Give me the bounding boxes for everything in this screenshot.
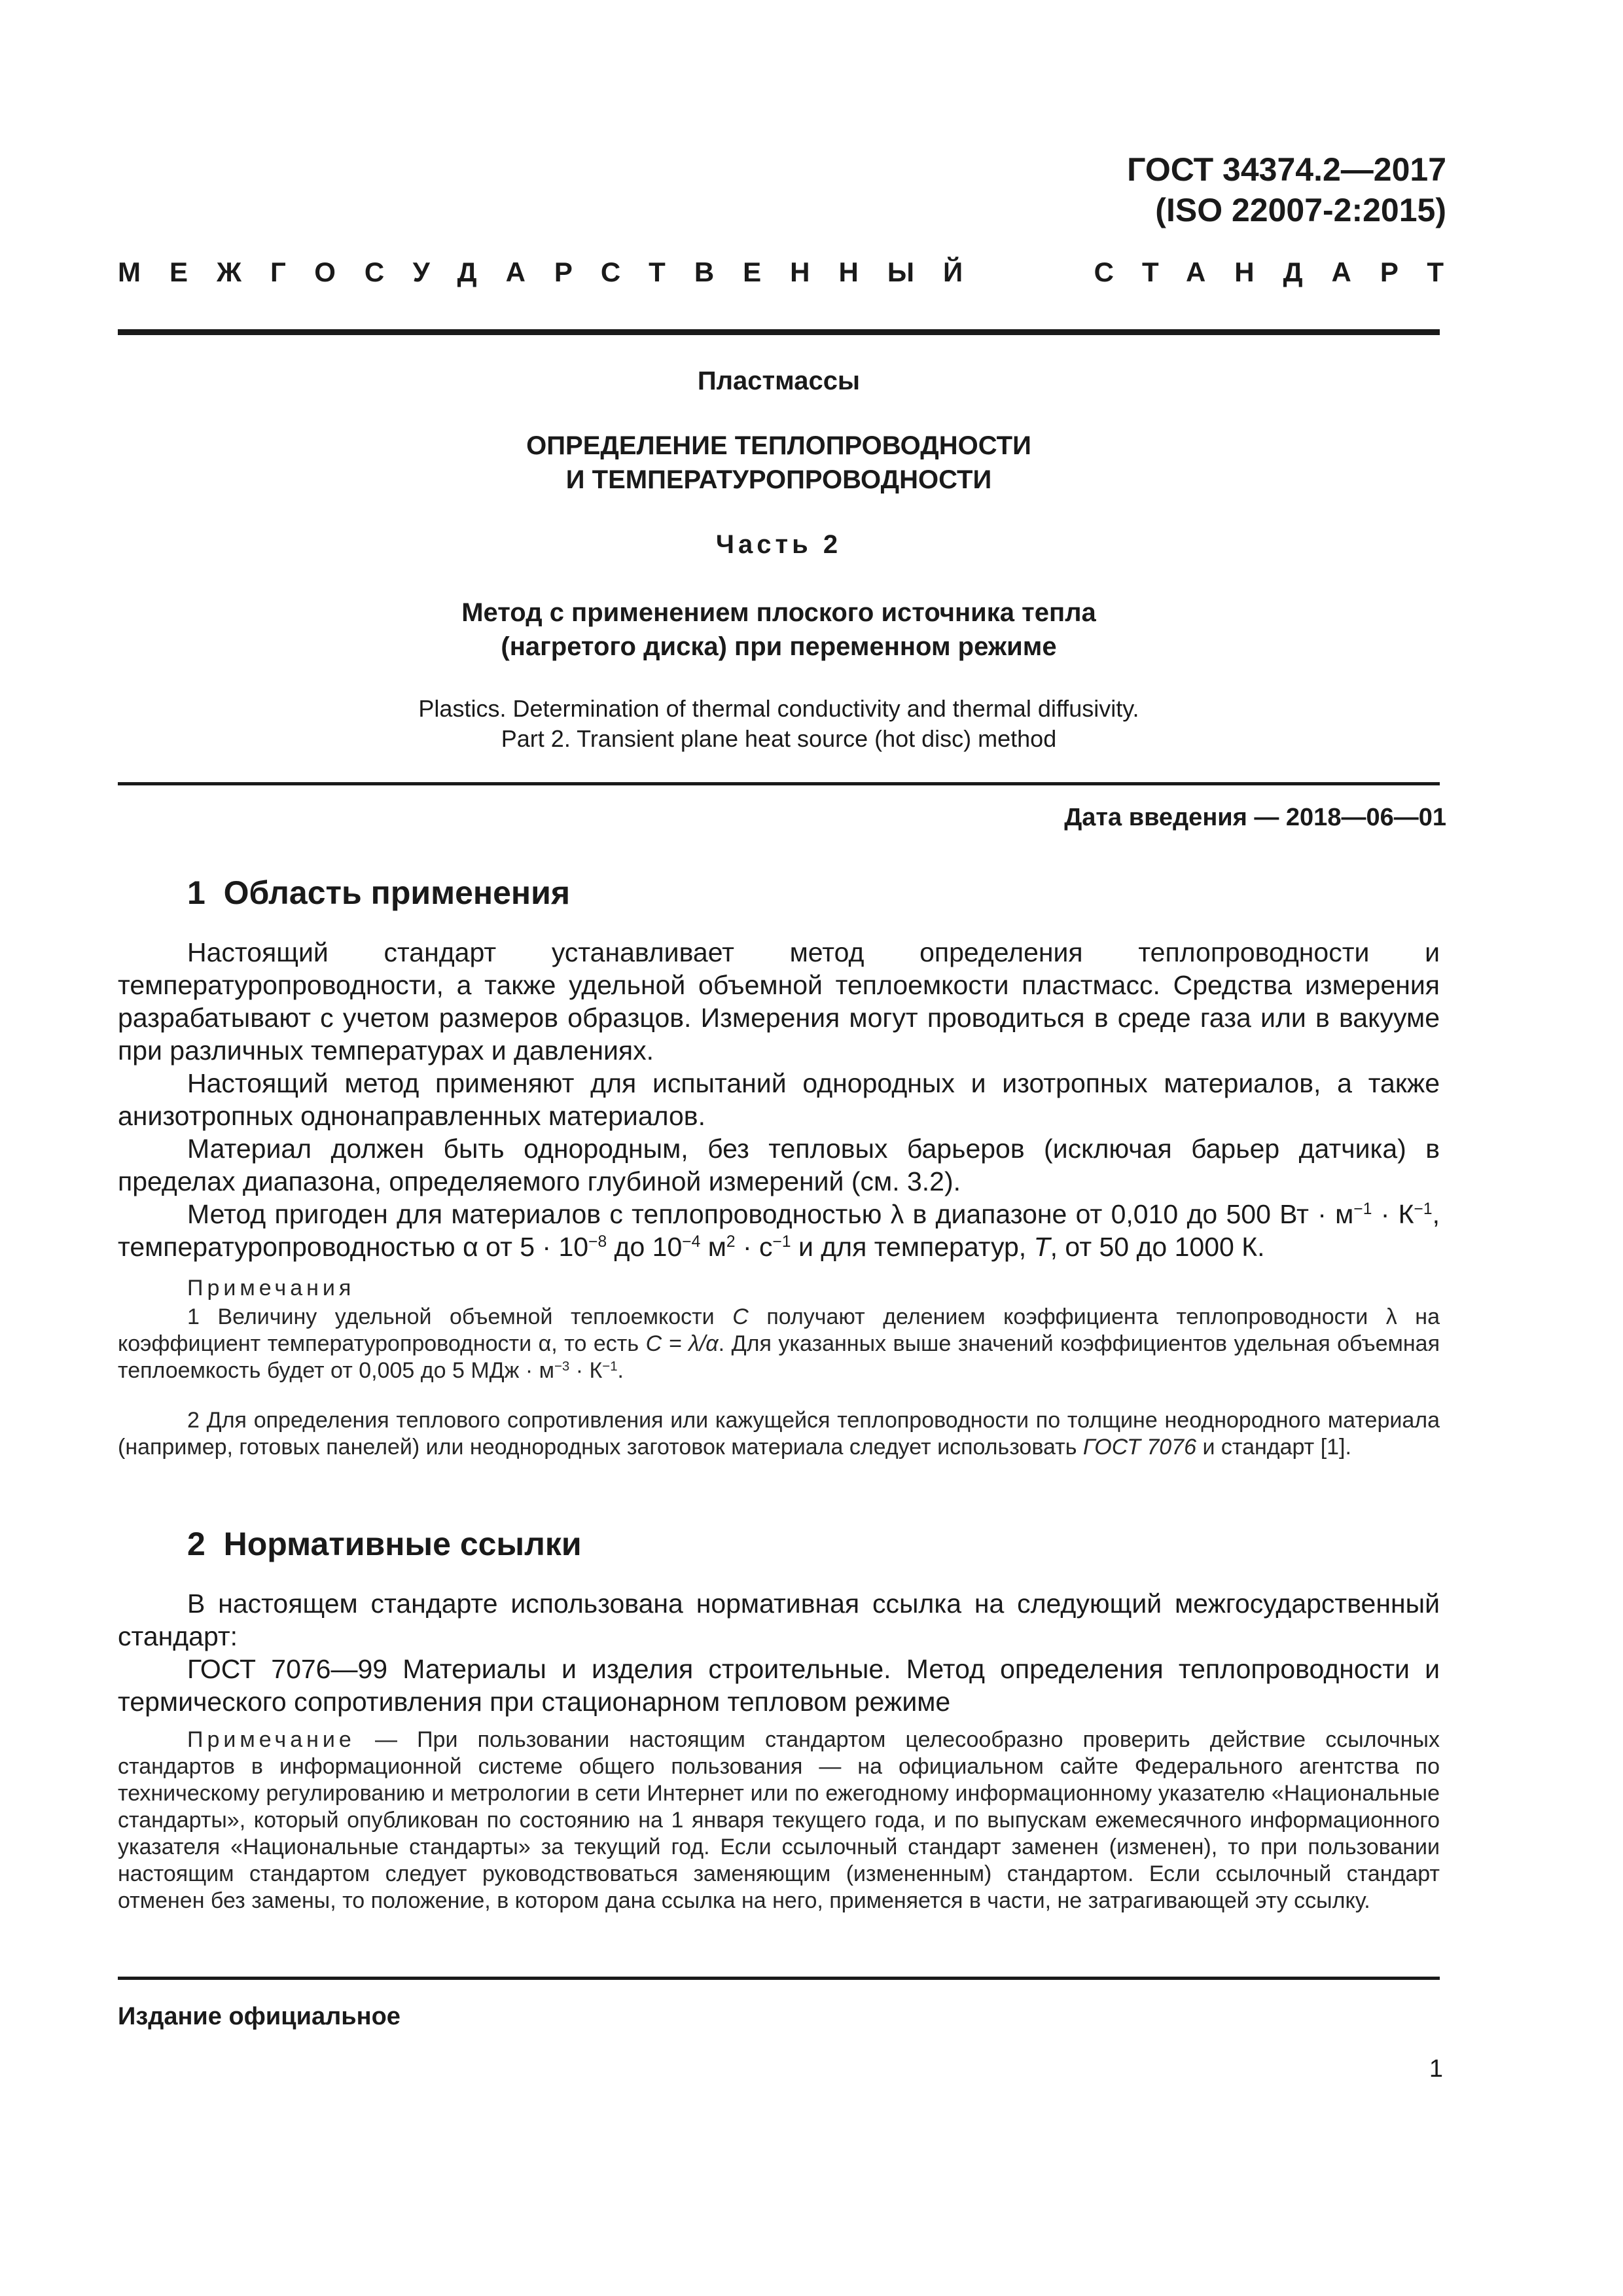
notes-label: Примечания bbox=[187, 1276, 355, 1300]
introduction-date: Дата введения — 2018—06—01 bbox=[1064, 804, 1446, 831]
section1-paragraph1: Настоящий стандарт устанавливает метод определения теплопроводности и температуропроводности, а также удельной объемной теплоемкости пластмасс. Средства измерения разрабатывают с учетом размеров образцов. Измерения могут проводиться в среде газа или в вакууме при различных температурах и давлениях. bbox=[118, 937, 1440, 1066]
gost-number: ГОСТ 34374.2—2017 bbox=[1127, 151, 1446, 188]
gost-7076-reference: ГОСТ 7076 bbox=[1082, 1435, 1196, 1460]
english-title-line2: Part 2. Transient plane heat source (hot disc) method bbox=[501, 725, 1057, 752]
section2-note: Примечание — При пользовании настоящим стандартом целесообразно проверить действие ссылочных стандартов в информационной системе общего пользования — на официальном сайте Федерального агентства по техническому регулированию и метрологии в сети Интернет или по ежегодному информационному указателю «Национальные стандарты», который опубликован по состоянию на 1 января текущего года, и по выпускам ежемесячного информационного указателя «Национальные стандарты» за текущий год. Если ссылочный стандарт заменен (изменен), то при пользовании настоящим стандартом следует руководствоваться заменяющим (измененным) стандартом. Если ссылочный стандарт отменен без замены, то положение, в котором дана ссылка на него, применяется в части, не затрагивающей эту ссылку. bbox=[118, 1727, 1440, 1913]
section1-paragraph3: Материал должен быть однородным, без тепловых барьеров (исключая барьер датчика) в пределах диапазона, определяемого глубиной измерений (см. 3.2). bbox=[118, 1134, 1440, 1196]
subtitle-line2: (нагретого диска) при переменном режиме bbox=[501, 632, 1057, 661]
section2-heading: 2 Нормативные ссылки bbox=[187, 1526, 582, 1562]
header-rule bbox=[118, 329, 1440, 335]
note-2: 2 Для определения теплового сопротивления или кажущейся теплопроводности по толщине неоднородного материала (например, готовых панелей) или неоднородных заготовок материала следует использовать ГОСТ 7076 и стандарт [1]. bbox=[118, 1408, 1440, 1460]
section1-heading: 1 Область применения bbox=[187, 874, 571, 911]
document-subject: Пластмассы bbox=[697, 367, 861, 395]
title-rule bbox=[118, 782, 1440, 785]
page-number: 1 bbox=[1429, 2055, 1443, 2083]
standard-type-right: СТАНДАРТ bbox=[1094, 257, 1472, 287]
note-1: 1 Величину удельной объемной теплоемкости C получают делением коэффициента теплопроводности λ на коэффициент температуропроводности α, то есть C = λ/α. Для указанных выше значений коэффициентов удельная объемная теплоемкость будет от 0,005 до 5 МДж · $м^{-3} \cdot К^{-1}$. bbox=[118, 1304, 1440, 1383]
section2-paragraph2: ГОСТ 7076—99 Материалы и изделия строительные. Метод определения теплопроводности и термического сопротивления при стационарном тепловом режиме bbox=[118, 1654, 1440, 1717]
english-title-line1: Plastics. Determination of thermal conductivity and thermal diffusivity. bbox=[418, 695, 1139, 722]
subtitle-line1: Метод с применением плоского источника тепла bbox=[461, 598, 1096, 627]
standard-type-left: МЕЖГОСУДАРСТВЕННЫЙ bbox=[118, 257, 992, 287]
title-main-line1: ОПРЕДЕЛЕНИЕ ТЕПЛОПРОВОДНОСТИ bbox=[526, 431, 1031, 460]
title-main-line2: И ТЕМПЕРАТУРОПРОВОДНОСТИ bbox=[565, 465, 992, 494]
section1-paragraph4: Метод пригоден для материалов с теплопроводностью λ в диапазоне от 0,010 до 500 Вт · $м^{-1} \cdot К^{-1}$, температуропроводностью α от $5 \cdot 10^{-8}$ до $10^{-4}$ $м^2 \cdot с^{-1}$ и для температур, T, от 50 до 1000 К. bbox=[118, 1199, 1440, 1262]
iso-number: (ISO 22007-2:2015) bbox=[1155, 192, 1446, 228]
official-edition-label: Издание официальное bbox=[118, 2003, 401, 2030]
section2-paragraph1: В настоящем стандарте использована нормативная ссылка на следующий межгосударственный стандарт: bbox=[118, 1588, 1440, 1651]
part-label: Часть 2 bbox=[715, 530, 842, 559]
footer-rule bbox=[118, 1977, 1440, 1980]
section1-paragraph2: Настоящий метод применяют для испытаний однородных и изотропных материалов, а также анизотропных однонаправленных материалов. bbox=[118, 1068, 1440, 1131]
